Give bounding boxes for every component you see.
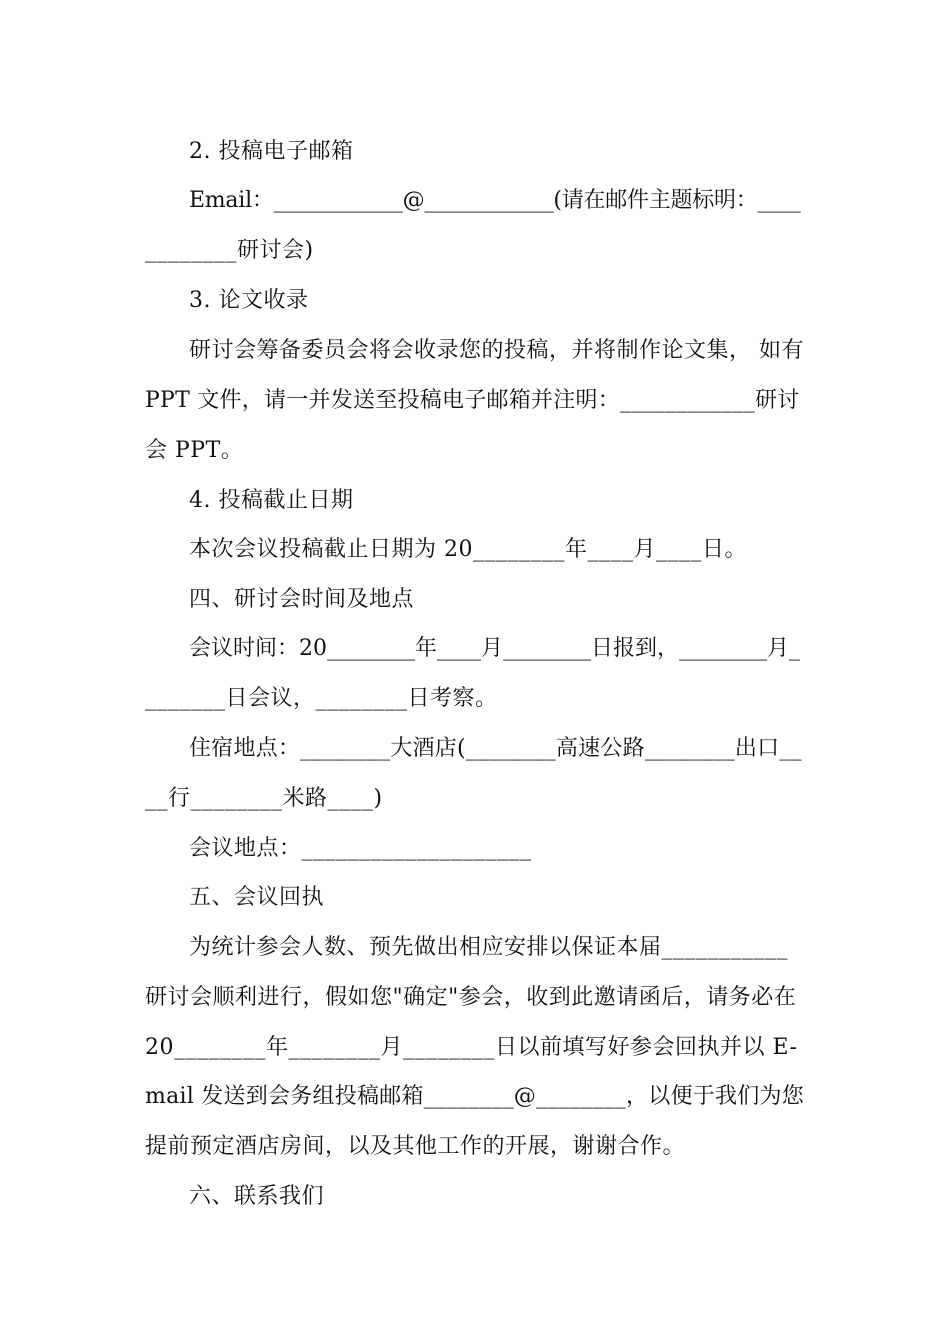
reply-paragraph-line-5: 提前预定酒店房间，以及其他工作的开展，谢谢合作。 xyxy=(145,1134,686,1159)
meeting-time-line-1: 会议时间：20________年____月________日报到，________月_ xyxy=(189,636,800,661)
reply-paragraph-line-4: mail 发送到会务组投稿邮箱________@________，以便于我们为您 xyxy=(145,1084,805,1109)
heading-paper-collection: 3. 论文收录 xyxy=(189,288,309,313)
lodging-line-1: 住宿地点：________大酒店(________高速公路________出口__ xyxy=(189,736,802,761)
reply-paragraph-line-2: 研讨会顺利进行，假如您"确定"参会，收到此邀请函后，请务必在 xyxy=(145,985,797,1010)
deadline-line: 本次会议投稿截止日期为 20________年____月____日。 xyxy=(189,537,747,562)
lodging-line-2: __行________米路____) xyxy=(145,786,383,811)
section-5-heading: 五、会议回执 xyxy=(189,885,325,910)
reply-paragraph-line-1: 为统计参会人数、预先做出相应安排以保证本届___________ xyxy=(189,935,789,960)
meeting-time-line-2: _______日会议，________日考察。 xyxy=(145,686,498,711)
section-6-heading: 六、联系我们 xyxy=(189,1184,325,1209)
collection-paragraph-line-2: PPT 文件，请一并发送至投稿电子邮箱并注明：____________研讨 xyxy=(145,388,800,413)
heading-submission-email: 2. 投稿电子邮箱 xyxy=(189,139,354,164)
heading-deadline: 4. 投稿截止日期 xyxy=(189,488,354,513)
section-4-heading: 四、研讨会时间及地点 xyxy=(189,587,415,612)
email-line-continued: ________研讨会) xyxy=(145,238,314,263)
email-line: Email：____________@____________(请在邮件主题标明：____ xyxy=(189,188,801,213)
venue-line: 会议地点：____________________ xyxy=(189,836,532,861)
collection-paragraph-line-1: 研讨会筹备委员会将会收录您的投稿，并将制作论文集， 如有 xyxy=(189,338,804,363)
reply-paragraph-line-3: 20________年________月________日以前填写好参会回执并以 E- xyxy=(145,1035,798,1060)
collection-paragraph-line-3: 会 PPT。 xyxy=(145,438,244,463)
